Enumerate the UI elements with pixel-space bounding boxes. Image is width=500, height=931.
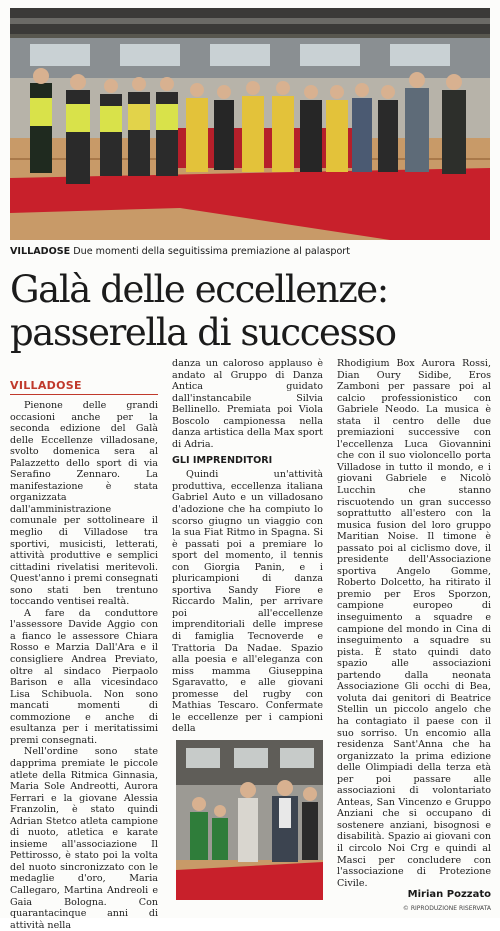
headline-line-1: Galà delle eccellenze: (10, 268, 388, 311)
paragraph: Nell'ordine sono state dapprima premiate le piccole atlete della Ritmica Ginnasia, Maria Sole Andreotti, Aurora Ferrari e la giovane Alessia Franzolin, è stato quindi Adrian Stetco atleta campione di nuoto, atletica e karate insieme all'associazione Il Pettirosso, è stato poi la volta del nuoto sincronizzato con le medaglie d'oro, Maria Callegaro, Martina Andreoli e Gaia Bologna. Con quarantacinque anni di attività nella (10, 746, 158, 931)
paragraph: Pienone delle grandi occasioni anche per la seconda edizione del Galà delle Eccellenze villadosane, svolto domenica sera al Palazzetto dello sport di via Serafino Zennaro. La manifestazione è stata organizzata dall'amministrazione comunale per sottolineare il meglio di Villadose tra sportivi, musicisti, letterati, attività produttive e semplici cittadini rivelatisi meritevoli. Quest'anno i premi consegnati sono stati ben trentuno toccando ventisei realtà. (10, 400, 158, 608)
paragraph: Quindi un'attività produttiva, eccellenza italiana Gabriel Auto e un villadosano d'adozione che ha compiuto lo scorso giugno un viaggio con la sua Fiat Ritmo in Spagna. Si è passati poi a premiare lo sport del momento, il tennis con Giorgia Panin, e i pluricampioni di danza sportiva Sandy Fiore e Riccardo Malin, per arrivare poi all'eccellenze imprenditoriali delle imprese di famiglia Tecnoverde e Trattoria Da Nadae. Spazio alla poesia e all'eleganza con miss mamma Giuseppina Sgaravatto, e alle giovani promesse del rugby con Mathias Tescaro. Confermate le eccellenze per i campioni della (172, 469, 323, 735)
award-photo (176, 740, 323, 900)
headline-line-2: passerella di successo (10, 311, 396, 354)
ceremony-photo-illustration (10, 8, 490, 240)
paragraph: Rhodigium Box Aurora Rossi, Dian Oury Sidibe, Eros Zamboni per passare poi al calcio professionistico con Gabriele Neodo. La musica è stata il centro delle due premiazioni successive con l'eccellenza Luca Giovannini che con il suo violoncello porta Villadose in tutto il mondo, e i giovani Gabriele e Nicolò Lucchin che stanno riscuotendo un gran successo soprattutto all'estero con la musica fusion del loro gruppo Maritian Noise. Il timone è passato poi al ciclismo dove, il presidente dell'Associazione sportiva Angelo Gomme, Roberto Dolcetto, ha ritirato il premio per Eros Sporzon, campione europeo di inseguimento a squadre e campione del mondo in Cina di inseguimento a squadre su pista. È stato quindi dato spazio alle associazioni partendo dalla neonata Associazione Gli occhi di Bea, voluta dai genitori di Beatrice Stellin un piccolo angelo che ha contagiato il paese con il suo sorriso. Un encomio alla residenza Sant'Anna che ha organizzato la prima edizione delle Olimpiadi della terza età per poi passare alle associazioni di volontariato Anteas, San Vincenzo e Gruppo Anziani che si occupano di sostenere anziani, bisognosi e disabilità. Spazio ai giovani con il circolo Noi Crg e quindi al Masci per concludere con l'associazione di Protezione Civile. (337, 358, 491, 889)
paragraph: A fare da conduttore l'assessore Davide Aggio con a fianco le assessore Chiara Rosso e Marzia Dall'Ara e il consigliere Andrea Previato, oltre al sindaco Pierpaolo Barison e alla vicesindaco Lisa Schibuola. Non sono mancati momenti di commozione e anche di esultanza per i meritatissimi premi consegnati. (10, 607, 158, 746)
author-byline: Mirian Pozzato (407, 889, 491, 900)
article-column-3 (337, 358, 491, 889)
article-column-1 (10, 378, 158, 931)
section-tag: VILLADOSE (10, 378, 158, 395)
copyright-notice: © RIPRODUZIONE RISERVATA (402, 905, 491, 912)
ceremony-group-photo (10, 8, 490, 240)
article-column-2 (172, 358, 323, 735)
award-photo-illustration (176, 740, 323, 900)
article-headline (10, 268, 490, 354)
paragraph: danza un caloroso applauso è andato al Gruppo di Danza Antica guidato dall'instancabile Silvia Bellinello. Premiata poi Viola Boscolo campionessa nella danza artistica della Max sport di Adria. (172, 358, 323, 450)
subheading: GLI IMPRENDITORI (172, 455, 273, 467)
caption-location-tag: VILLADOSE (10, 246, 71, 257)
photo-caption (10, 245, 490, 259)
caption-text: Due momenti della seguitissima premiazione al palasport (73, 246, 351, 257)
